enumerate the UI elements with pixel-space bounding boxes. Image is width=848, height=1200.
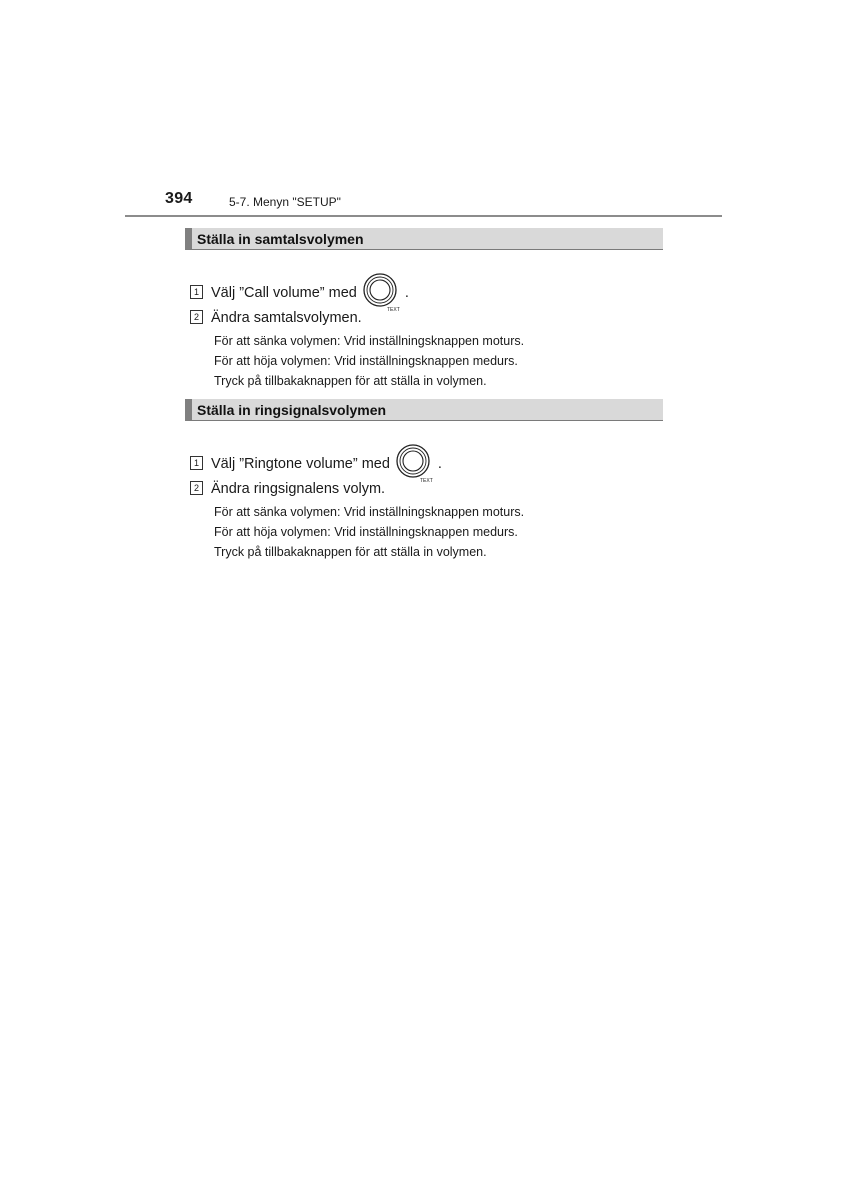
tune-knob-icon <box>394 444 438 484</box>
instruction-line: För att höja volymen: Vrid inställningsknappen medurs. <box>214 354 518 368</box>
step-2 <box>190 309 362 327</box>
step-text: Ändra samtalsvolymen. <box>211 310 362 327</box>
instruction-line: För att sänka volymen: Vrid inställningsknappen moturs. <box>214 334 525 348</box>
step-number: 1 <box>190 456 203 470</box>
step-suffix: . <box>437 456 442 472</box>
knob-label: TEXT <box>386 307 400 313</box>
instruction-line: Tryck på tillbakaknappen för att ställa in volymen. <box>214 374 487 388</box>
step-2 <box>190 480 385 498</box>
section-title: Ställa in ringsignalsvolymen <box>197 402 387 418</box>
step-number: 1 <box>190 285 203 299</box>
section-call-volume <box>185 228 663 388</box>
section-heading-bar <box>185 399 663 421</box>
section-heading-bar <box>185 228 663 250</box>
section-title: Ställa in samtalsvolymen <box>197 231 364 247</box>
step-number: 2 <box>190 481 203 495</box>
step-1 <box>190 446 442 482</box>
step-1 <box>190 275 409 311</box>
instruction-line: För att sänka volymen: Vrid inställningsknappen moturs. <box>214 505 525 519</box>
instruction-line: För att höja volymen: Vrid inställningsknappen medurs. <box>214 525 518 539</box>
step-text: Välj ”Ringtone volume” med <box>211 456 390 472</box>
section-ringtone-volume <box>185 399 663 559</box>
page-number: 394 <box>165 190 193 207</box>
breadcrumb: 5-7. Menyn "SETUP" <box>229 195 341 209</box>
instruction-line: Tryck på tillbakaknappen för att ställa in volymen. <box>214 545 487 559</box>
tune-knob-icon <box>361 273 405 313</box>
step-text: Ändra ringsignalens volym. <box>211 481 386 498</box>
header-divider <box>125 215 722 217</box>
step-text: Välj ”Call volume” med <box>211 285 357 301</box>
knob-label: TEXT <box>419 478 433 484</box>
step-suffix: . <box>404 285 409 301</box>
step-number: 2 <box>190 310 203 324</box>
